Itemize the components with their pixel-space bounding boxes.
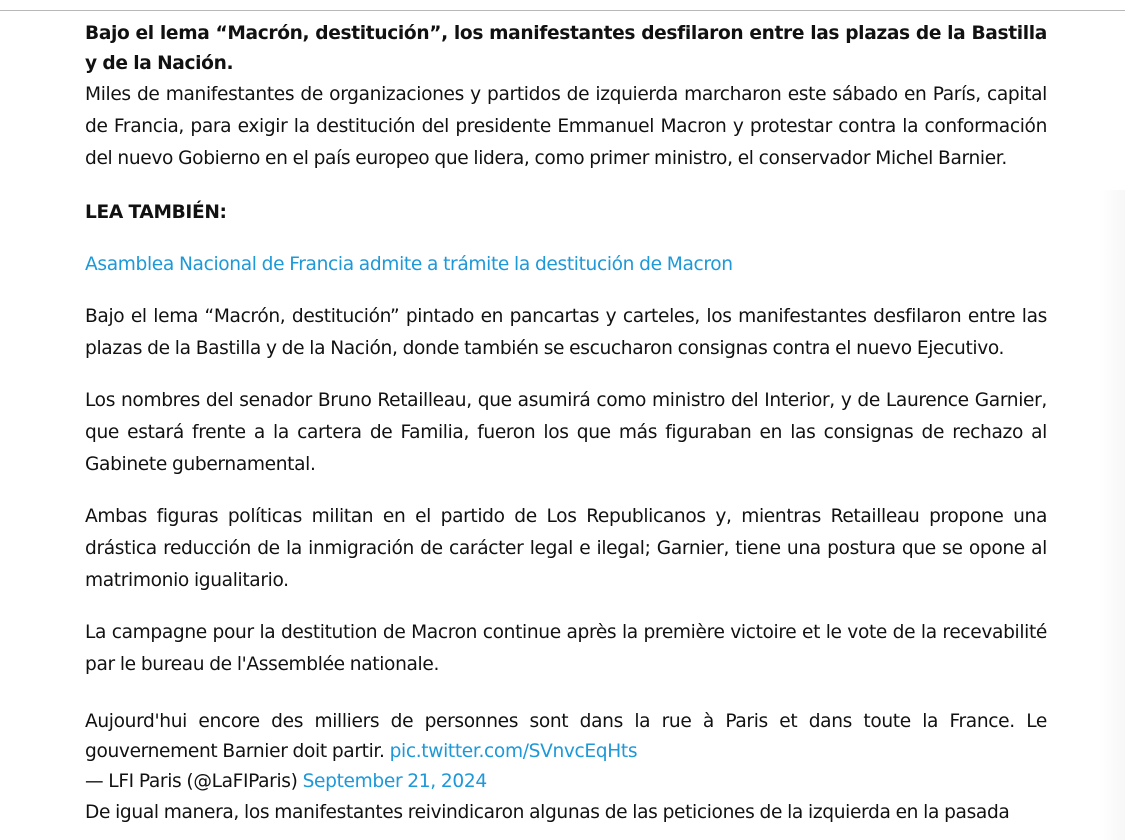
tweet-picture-link[interactable]: pic.twitter.com/SVnvcEqHts — [389, 741, 638, 762]
article-paragraph-1: Bajo el lema “Macrón, destitución” pintado en pancartas y carteles, los manifestantes desfilaron entre las plazas de la Bastilla y de la Nación, donde también se escucharon consignas contra el nuevo Ejecutivo. — [85, 306, 1047, 359]
article-body — [85, 19, 1047, 829]
tweet-author: — LFI Paris (@LaFIParis) — [85, 771, 298, 792]
intro-paragraph: Miles de manifestantes de organizaciones y partidos de izquierda marcharon este sábado en París, capital de Francia, para exigir la destitución del presidente Emmanuel Macron y protestar contra la conformación del nuevo Gobierno en el país europeo que lidera, como primer ministro, el conservador Michel Barnier. — [85, 84, 1047, 169]
tweet-date-link[interactable]: September 21, 2024 — [302, 771, 487, 792]
tweet-text: Aujourd'hui encore des milliers de personnes sont dans la rue à Paris et dans toute la France. Le gouvernement Barnier doit partir. — [85, 711, 1047, 762]
related-article-paragraph — [85, 249, 1047, 281]
see-also-heading: LEA TAMBIÉN: — [85, 202, 227, 223]
article-paragraph-2: Los nombres del senador Bruno Retailleau, que asumirá como ministro del Interior, y de Laurence Garnier, que estará frente a la cartera de Familia, fueron los que más figuraban en las consignas de rechazo al Gabinete gubernamental. — [85, 390, 1047, 475]
final-paragraph: De igual manera, los manifestantes reivindicaron algunas de las peticiones de la izquierda en la pasada — [85, 802, 1010, 823]
tweet-french-paragraph: La campagne pour la destitution de Macron continue après la première victoire et le vote de la recevabilité par le bureau de l'Assemblée nationale. — [85, 622, 1047, 675]
related-article-link[interactable]: Asamblea Nacional de Francia admite a trámite la destitución de Macron — [85, 254, 733, 275]
page-edge-shadow — [1099, 190, 1125, 840]
tweet-text-paragraph — [85, 707, 1047, 767]
tweet-attribution — [85, 767, 1047, 797]
article-paragraph-3: Ambas figuras políticas militan en el partido de Los Republicanos y, mientras Retailleau propone una drástica reducción de la inmigración de carácter legal e ilegal; Garnier, tiene una postura que se opone al matrimonio igualitario. — [85, 506, 1047, 591]
top-divider — [0, 10, 1125, 11]
lead-summary: Bajo el lema “Macrón, destitución”, los manifestantes desfilaron entre las plazas de la Bastilla y de la Nación. — [85, 23, 1047, 74]
